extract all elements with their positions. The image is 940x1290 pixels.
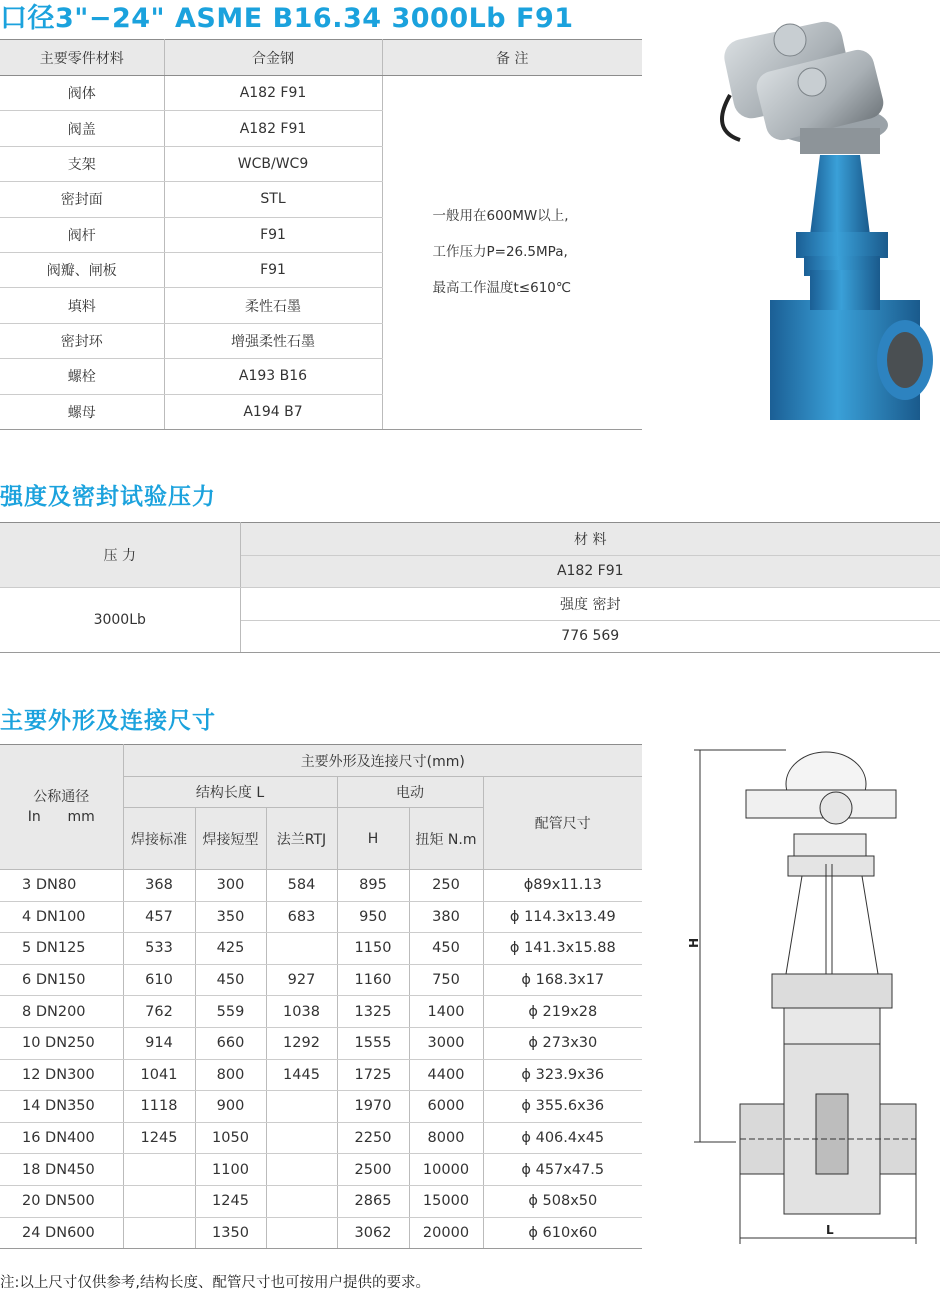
height-h-cell: 1555 — [337, 1027, 409, 1059]
weld-standard-cell: 1118 — [123, 1091, 195, 1123]
height-h-cell: 2865 — [337, 1185, 409, 1217]
weld-short-cell: 900 — [195, 1091, 266, 1123]
torque-cell: 15000 — [409, 1185, 483, 1217]
part-material: F91 — [164, 252, 382, 287]
remark-line: 工作压力P=26.5MPa, — [432, 244, 568, 261]
weld-short-cell: 425 — [195, 933, 266, 965]
height-h-cell: 1325 — [337, 996, 409, 1028]
weld-short-cell: 1350 — [195, 1217, 266, 1249]
part-material: A182 F91 — [164, 111, 382, 146]
part-name: 阀杆 — [0, 217, 164, 252]
pipe-size-cell: ɸ 273x30 — [483, 1027, 642, 1059]
dimension-row — [0, 1185, 642, 1217]
test-values: 776 569 — [240, 620, 940, 653]
flange-rtj-cell — [266, 1091, 337, 1123]
height-dimension-label: H — [687, 937, 701, 948]
part-name: 螺栓 — [0, 359, 164, 394]
flange-rtj-cell — [266, 1185, 337, 1217]
pipe-size-cell: ɸ 457x47.5 — [483, 1154, 642, 1186]
main-title: 口径3"−24" ASME B16.34 3000Lb F91 — [0, 3, 574, 34]
part-name: 阀盖 — [0, 111, 164, 146]
weld-short-cell: 350 — [195, 901, 266, 933]
height-h-cell: 1150 — [337, 933, 409, 965]
remarks-cell — [382, 76, 642, 430]
pipe-size-cell: ɸ 508x50 — [483, 1185, 642, 1217]
pipe-size-cell: ɸ 406.4x45 — [483, 1122, 642, 1154]
weld-standard-cell: 457 — [123, 901, 195, 933]
torque-cell: 10000 — [409, 1154, 483, 1186]
dimension-top-header: 主要外形及连接尺寸(mm) — [123, 745, 642, 777]
dimension-row — [0, 1154, 642, 1186]
weld-standard-cell: 533 — [123, 933, 195, 965]
torque-cell: 3000 — [409, 1027, 483, 1059]
flange-rtj-cell: 1445 — [266, 1059, 337, 1091]
pressure-section-title: 强度及密封试验压力 — [0, 484, 216, 510]
size-header-label: 公称通径 In mm — [27, 789, 95, 825]
weld-short-cell: 660 — [195, 1027, 266, 1059]
weld-standard-cell — [123, 1185, 195, 1217]
pipe-size-cell: ɸ 141.3x15.88 — [483, 933, 642, 965]
torque-cell: 1400 — [409, 996, 483, 1028]
height-header: H — [337, 808, 409, 870]
pipe-size-cell: ɸ 355.6x36 — [483, 1091, 642, 1123]
nominal-size-cell: 8 DN200 — [0, 996, 123, 1028]
header-remarks: 备 注 — [382, 40, 642, 76]
dimension-row — [0, 996, 642, 1028]
part-material: A182 F91 — [164, 76, 382, 111]
material-header: 材 料 — [240, 523, 940, 556]
part-name: 螺母 — [0, 394, 164, 429]
part-material: A193 B16 — [164, 359, 382, 394]
pipe-size-cell: ɸ 610x60 — [483, 1217, 642, 1249]
part-name: 填料 — [0, 288, 164, 323]
torque-cell: 8000 — [409, 1122, 483, 1154]
torque-cell: 750 — [409, 964, 483, 996]
weld-standard-cell: 1245 — [123, 1122, 195, 1154]
dimension-row — [0, 1122, 642, 1154]
height-h-cell: 3062 — [337, 1217, 409, 1249]
remark-line: 一般用在600MW以上, — [432, 208, 569, 225]
weld-short-header: 焊接短型 — [195, 808, 266, 870]
dimension-row — [0, 1091, 642, 1123]
weld-short-cell: 450 — [195, 964, 266, 996]
weld-short-cell: 800 — [195, 1059, 266, 1091]
torque-cell: 250 — [409, 870, 483, 902]
height-h-cell: 2250 — [337, 1122, 409, 1154]
flange-rtj-cell — [266, 1154, 337, 1186]
nominal-size-cell: 24 DN600 — [0, 1217, 123, 1249]
nominal-size-cell: 14 DN350 — [0, 1091, 123, 1123]
weld-standard-cell: 914 — [123, 1027, 195, 1059]
flange-rtj-cell: 584 — [266, 870, 337, 902]
pipe-size-header: 配管尺寸 — [483, 777, 642, 870]
dimension-row — [0, 964, 642, 996]
part-material: 柔性石墨 — [164, 288, 382, 323]
part-material: STL — [164, 182, 382, 217]
pressure-rating: 3000Lb — [0, 588, 240, 653]
dimension-row — [0, 1059, 642, 1091]
dimension-row — [0, 870, 642, 902]
weld-short-cell: 300 — [195, 870, 266, 902]
flange-rtj-cell: 927 — [266, 964, 337, 996]
pipe-size-cell: ɸ 219x28 — [483, 996, 642, 1028]
flange-rtj-header: 法兰RTJ — [266, 808, 337, 870]
nominal-size-cell: 16 DN400 — [0, 1122, 123, 1154]
nominal-size-cell: 4 DN100 — [0, 901, 123, 933]
height-h-cell: 1970 — [337, 1091, 409, 1123]
dimension-row — [0, 1217, 642, 1249]
valve-cross-section-drawing — [676, 744, 940, 1254]
flange-rtj-cell — [266, 1217, 337, 1249]
footnote: 注:以上尺寸仅供参考,结构长度、配管尺寸也可按用户提供的要求。 — [0, 1275, 430, 1290]
length-header: 结构长度 L — [123, 777, 337, 808]
part-name: 阀瓣、闸板 — [0, 252, 164, 287]
weld-standard-cell — [123, 1154, 195, 1186]
nominal-size-cell: 5 DN125 — [0, 933, 123, 965]
part-material: WCB/WC9 — [164, 146, 382, 181]
remark-line: 最高工作温度t≤610℃ — [432, 280, 572, 297]
height-h-cell: 2500 — [337, 1154, 409, 1186]
valve-product-photo — [700, 0, 940, 440]
torque-cell: 450 — [409, 933, 483, 965]
flange-rtj-cell: 1038 — [266, 996, 337, 1028]
nominal-size-cell: 18 DN450 — [0, 1154, 123, 1186]
header-main-parts: 主要零件材料 — [0, 40, 164, 76]
weld-standard-cell: 1041 — [123, 1059, 195, 1091]
pipe-size-cell: ɸ89x11.13 — [483, 870, 642, 902]
flange-rtj-cell: 683 — [266, 901, 337, 933]
header-alloy-steel: 合金钢 — [164, 40, 382, 76]
torque-header: 扭矩 N.m — [409, 808, 483, 870]
flange-rtj-cell — [266, 933, 337, 965]
part-name: 密封面 — [0, 182, 164, 217]
materials-table — [0, 39, 642, 430]
weld-standard-cell — [123, 1217, 195, 1249]
flange-rtj-cell — [266, 1122, 337, 1154]
weld-short-cell: 559 — [195, 996, 266, 1028]
electric-header: 电动 — [337, 777, 483, 808]
nominal-size-cell: 6 DN150 — [0, 964, 123, 996]
weld-standard-cell: 762 — [123, 996, 195, 1028]
weld-short-cell: 1100 — [195, 1154, 266, 1186]
nominal-size-cell: 10 DN250 — [0, 1027, 123, 1059]
torque-cell: 4400 — [409, 1059, 483, 1091]
weld-short-cell: 1050 — [195, 1122, 266, 1154]
part-name: 密封环 — [0, 323, 164, 358]
part-name: 阀体 — [0, 76, 164, 111]
dimension-section-title: 主要外形及连接尺寸 — [0, 708, 216, 734]
nominal-size-cell: 20 DN500 — [0, 1185, 123, 1217]
height-h-cell: 1160 — [337, 964, 409, 996]
dimension-row — [0, 933, 642, 965]
weld-standard-cell: 610 — [123, 964, 195, 996]
torque-cell: 6000 — [409, 1091, 483, 1123]
torque-cell: 380 — [409, 901, 483, 933]
nominal-size-cell: 12 DN300 — [0, 1059, 123, 1091]
part-name: 支架 — [0, 146, 164, 181]
pipe-size-cell: ɸ 168.3x17 — [483, 964, 642, 996]
part-material: F91 — [164, 217, 382, 252]
dimension-row — [0, 1027, 642, 1059]
length-dimension-label: L — [826, 1223, 834, 1237]
pressure-header: 压 力 — [0, 523, 240, 588]
flange-rtj-cell: 1292 — [266, 1027, 337, 1059]
torque-cell: 20000 — [409, 1217, 483, 1249]
height-h-cell: 1725 — [337, 1059, 409, 1091]
dimension-row — [0, 901, 642, 933]
pipe-size-cell: ɸ 114.3x13.49 — [483, 901, 642, 933]
part-material: A194 B7 — [164, 394, 382, 429]
size-header — [0, 745, 123, 870]
part-material: 增强柔性石墨 — [164, 323, 382, 358]
height-h-cell: 950 — [337, 901, 409, 933]
material-value: A182 F91 — [240, 555, 940, 588]
pressure-test-table — [0, 522, 940, 653]
material-row — [0, 76, 642, 111]
nominal-size-cell: 3 DN80 — [0, 870, 123, 902]
weld-standard-cell: 368 — [123, 870, 195, 902]
dimension-table — [0, 744, 642, 1249]
height-h-cell: 895 — [337, 870, 409, 902]
pipe-size-cell: ɸ 323.9x36 — [483, 1059, 642, 1091]
weld-standard-header: 焊接标准 — [123, 808, 195, 870]
weld-short-cell: 1245 — [195, 1185, 266, 1217]
test-header: 强度 密封 — [240, 588, 940, 621]
